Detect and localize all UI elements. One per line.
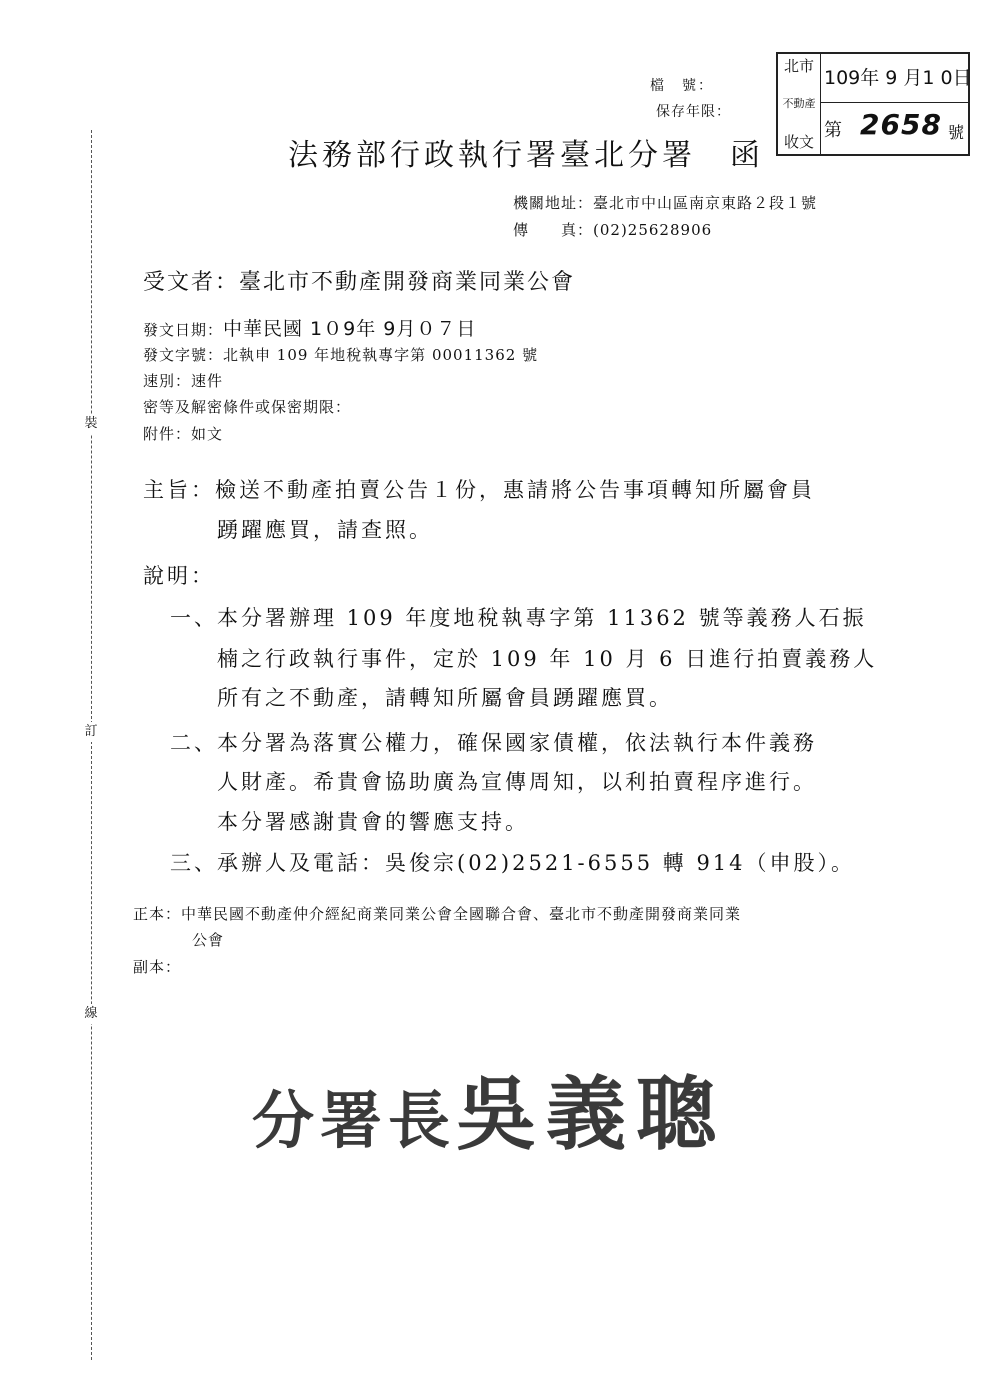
stamp-date: 109年 9 月1 0日 bbox=[820, 54, 968, 103]
signature-block bbox=[252, 1050, 726, 1165]
explanation-item-2-line2: 人財產。希貴會協助廣為宣傳周知，以利拍賣程序進行。 bbox=[217, 770, 817, 794]
subject-line1 bbox=[143, 474, 815, 504]
agency-address-row bbox=[513, 192, 817, 213]
original-recipients-line1: 中華民國不動產仲介經紀商業同業公會全國聯合會、臺北市不動產開發商業同業 bbox=[181, 905, 742, 923]
stamp-number-suffix: 號 bbox=[947, 123, 964, 142]
subject-text-line1: 檢送不動產拍賣公告１份，惠請將公告事項轉知所屬會員 bbox=[215, 478, 815, 502]
issue-date-label: 發文日期： bbox=[143, 321, 224, 339]
attachment-row bbox=[143, 423, 223, 444]
binding-mark-ding: 訂 bbox=[81, 722, 101, 742]
explanation-item-2-line3: 本分署感謝貴會的響應支持。 bbox=[217, 810, 529, 834]
signature-title: 分署長 bbox=[252, 1084, 457, 1157]
recipient-row bbox=[143, 265, 575, 296]
stamp-number-row bbox=[820, 102, 968, 154]
explanation-item-2-marker: 二、 bbox=[170, 731, 218, 755]
binding-mark-xian: 線 bbox=[81, 1004, 101, 1024]
reference-value: 北執申 109 年地稅執專字第 00011362 號 bbox=[223, 346, 539, 364]
subject-text-line2: 踴躍應買，請查照。 bbox=[217, 518, 433, 542]
original-recipients-row bbox=[133, 903, 741, 924]
explanation-item-2-line1: 本分署為落實公權力，確保國家債權，依法執行本件義務 bbox=[217, 731, 817, 755]
copy-label: 副本： bbox=[133, 958, 182, 976]
agency-address: 臺北市中山區南京東路２段１號 bbox=[593, 194, 818, 212]
speed-row bbox=[143, 370, 223, 391]
agency-fax: (02)25628906 bbox=[593, 221, 713, 239]
explanation-item-3-marker: 三、 bbox=[170, 851, 218, 875]
retention-label: 保存年限： bbox=[656, 104, 731, 120]
stamp-org-line3: 收文 bbox=[783, 133, 814, 151]
agency-fax-row bbox=[513, 219, 712, 240]
explanation-label: 說明： bbox=[143, 564, 215, 588]
binding-mark-zhuang: 裝 bbox=[81, 414, 101, 434]
reference-row bbox=[143, 344, 538, 365]
document-title: 法務部行政執行署臺北分署 函 bbox=[288, 138, 764, 173]
secrecy-label: 密等及解密條件或保密期限： bbox=[143, 398, 352, 416]
issue-date-row bbox=[143, 314, 476, 341]
explanation-item-1-line2: 楠之行政執行事件，定於 109 年 10 月 6 日進行拍賣義務人 bbox=[217, 647, 878, 671]
speed-value: 速件 bbox=[191, 372, 224, 390]
agency-fax-label: 傳 真： bbox=[513, 221, 594, 239]
receipt-stamp bbox=[776, 52, 970, 156]
stamp-number: 2658 bbox=[860, 108, 942, 141]
recipient-label: 受文者： bbox=[143, 270, 240, 295]
explanation-item-1-line1: 本分署辦理 109 年度地稅執專字第 11362 號等義務人石振 bbox=[217, 606, 867, 630]
file-number-label: 檔 號： bbox=[650, 78, 714, 94]
explanation-item-3-line1: 承辦人及電話：吳俊宗(02)2521-6555 轉 914（申股）。 bbox=[217, 851, 856, 875]
subject-label: 主旨： bbox=[143, 478, 215, 502]
original-label: 正本： bbox=[133, 905, 182, 923]
explanation-item-1-marker: 一、 bbox=[170, 606, 218, 630]
original-recipients-line2: 公會 bbox=[192, 931, 225, 949]
stamp-org-line1: 北市 bbox=[783, 57, 814, 75]
explanation-item-1-line3: 所有之不動產，請轉知所屬會員踴躍應買。 bbox=[217, 686, 673, 710]
stamp-number-prefix: 第 bbox=[824, 120, 842, 141]
issue-date-value: 中華民國 1０9年 9月０７日 bbox=[223, 318, 477, 340]
signature-name: 吳義聰 bbox=[456, 1067, 727, 1161]
recipient-value: 臺北市不動產開發商業同業公會 bbox=[239, 270, 576, 295]
attachment-value: 如文 bbox=[191, 425, 224, 443]
binding-line bbox=[91, 130, 92, 1360]
speed-label: 速別： bbox=[143, 372, 192, 390]
reference-label: 發文字號： bbox=[143, 346, 224, 364]
secrecy-row bbox=[143, 396, 351, 417]
agency-address-label: 機關地址： bbox=[513, 194, 594, 212]
receipt-stamp-org bbox=[778, 54, 821, 154]
stamp-org-line2: 不動產 bbox=[782, 97, 816, 110]
attachment-label: 附件： bbox=[143, 425, 192, 443]
